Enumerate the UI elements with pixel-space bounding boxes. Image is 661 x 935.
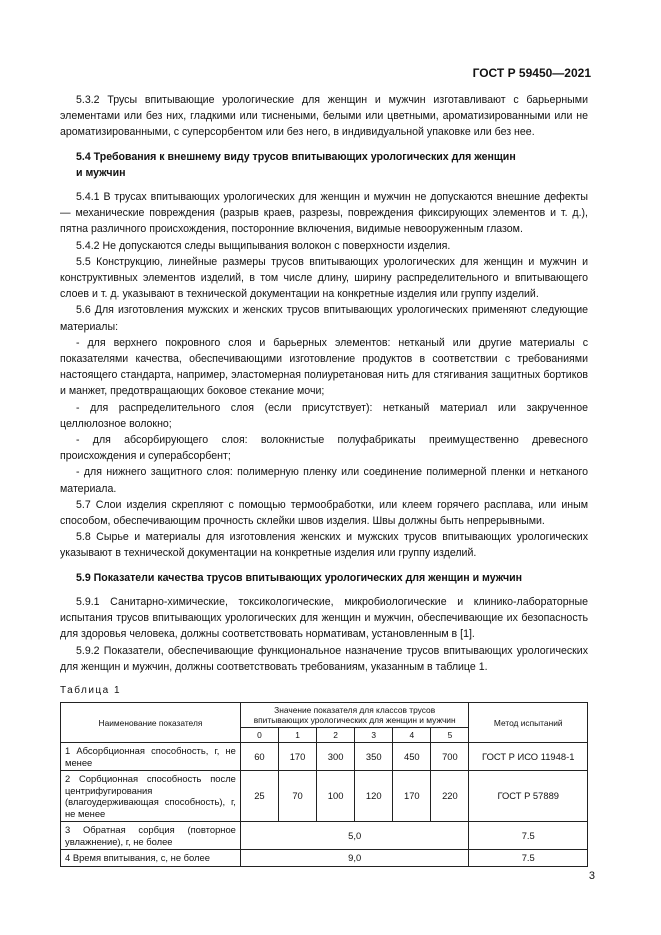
value-cell: 300 bbox=[317, 743, 355, 771]
value-cell: 450 bbox=[393, 743, 431, 771]
paragraph-5-8: 5.8 Сырье и материалы для изготовления женских и мужских трусов впитывающих урологических указывают в технической документации на конкретные изделия или группу изделий. bbox=[60, 531, 588, 560]
list-item-distribution-layer: - для распределительного слоя (если присутствует): нетканый материал или закрученное целлюлозное волокно; bbox=[60, 401, 588, 430]
quality-indicators-table bbox=[60, 702, 588, 867]
list-item-top-layer: - для верхнего покровного слоя и барьерных элементов: нетканый или другие материалы с показателями качества, обеспечивающими изготовление продуктов в соответствии с требованиями настоящего стандарта, например, эластомерная полиуретановая нить для стягивания защитных бортиков и манжет, предотвращающих боковое стекание мочи; bbox=[60, 336, 588, 398]
paragraph-5-5: 5.5 Конструкцию, линейные размеры трусов впитывающих урологических для женщин и мужчин и конструктивных элементов изделий, в том числе длину, ширину распределительного и впитывающего слоев и т. д. указывают в технической документации на конкретные изделия или группу изделий. bbox=[60, 255, 588, 301]
class-header: 3 bbox=[355, 728, 393, 743]
header-values-line1: Значение показателя для классов трусов bbox=[274, 705, 436, 716]
paragraph-5-4-2: 5.4.2 Не допускаются следы выщипывания волокон с поверхности изделия. bbox=[76, 239, 451, 252]
method-cell: 7.5 bbox=[469, 822, 588, 850]
section-5-4-title-line1: 5.4 Требования к внешнему виду трусов впитывающих урологических для женщин bbox=[76, 150, 516, 163]
value-cell: 25 bbox=[240, 771, 278, 822]
merged-value-cell: 5,0 bbox=[240, 822, 469, 850]
document-body bbox=[60, 92, 588, 867]
value-cell: 60 bbox=[240, 743, 278, 771]
method-cell: ГОСТ Р 57889 bbox=[469, 771, 588, 822]
paragraph-5-3-2: 5.3.2 Трусы впитывающие урологические для женщин и мужчин изготавливают с барьерными элементами или без них, гладкими или тиснеными, белыми или цветными, ароматизированными или не ароматизированными, с суперсорбентом или без него, в индивидуальной упаковке или без нее. bbox=[60, 94, 588, 139]
value-cell: 170 bbox=[278, 743, 316, 771]
class-header: 4 bbox=[393, 728, 431, 743]
indicator-name: 2 Сорбционная способность после центрифугирования (влагоудерживающая способность), г, не менее bbox=[61, 771, 241, 822]
method-cell: 7.5 bbox=[469, 850, 588, 867]
paragraph-5-9-1: 5.9.1 Санитарно-химические, токсикологические, микробиологические и клинико-лабораторные испытания трусов впитывающих урологических для женщин и мужчин, обеспечивающие их безопасность для здоровья человека, должны соответствовать нормативам, установленным в [1]. bbox=[60, 595, 588, 641]
indicator-name: 4 Время впитывания, с, не более bbox=[61, 850, 241, 867]
merged-value-cell: 9,0 bbox=[240, 850, 469, 867]
value-cell: 170 bbox=[393, 771, 431, 822]
header-indicator-name: Наименование показателя bbox=[61, 703, 241, 743]
value-cell: 70 bbox=[278, 771, 316, 822]
table-row bbox=[61, 850, 588, 867]
class-header: 5 bbox=[431, 728, 469, 743]
value-cell: 220 bbox=[431, 771, 469, 822]
standard-designation: ГОСТ Р 59450—2021 bbox=[472, 66, 591, 80]
header-values-line2: впитывающих урологических для женщин и мужчин bbox=[253, 715, 456, 726]
class-header: 2 bbox=[317, 728, 355, 743]
header-values bbox=[240, 703, 469, 728]
indicator-name: 1 Абсорбционная способность, г, не менее bbox=[61, 743, 241, 771]
table-row bbox=[61, 822, 588, 850]
class-header: 0 bbox=[240, 728, 278, 743]
page-number: 3 bbox=[588, 870, 595, 882]
section-5-9-title: 5.9 Показатели качества трусов впитывающих урологических для женщин и мужчин bbox=[76, 571, 523, 584]
paragraph-5-6: 5.6 Для изготовления мужских и женских трусов впитывающих урологических применяют следующие материалы: bbox=[60, 304, 588, 333]
method-cell: ГОСТ Р ИСО 11948-1 bbox=[469, 743, 588, 771]
value-cell: 100 bbox=[317, 771, 355, 822]
section-5-4-title-line2: и мужчин bbox=[76, 166, 126, 179]
value-cell: 120 bbox=[355, 771, 393, 822]
list-item-bottom-layer: - для нижнего защитного слоя: полимерную пленку или соединение полимерной пленки и нетканого материала. bbox=[60, 466, 588, 495]
value-cell: 350 bbox=[355, 743, 393, 771]
indicator-name: 3 Обратная сорбция (повторное увлажнение), г, не более bbox=[61, 822, 241, 850]
list-item-absorbing-layer: - для абсорбирующего слоя: волокнистые полуфабрикаты преимущественно древесного происхождения и суперабсорбент; bbox=[60, 434, 588, 463]
value-cell: 700 bbox=[431, 743, 469, 771]
paragraph-5-4-1: 5.4.1 В трусах впитывающих урологических для женщин и мужчин не допускаются внешние дефекты — механические повреждения (разрыв краев, разрезы, повреждения фиксирующих элементов и т. д.), пятна различного происхождения, посторонние включения, видимые невооруженным глазом. bbox=[60, 191, 588, 236]
header-test-method: Метод испытаний bbox=[469, 703, 588, 743]
table-row bbox=[61, 743, 588, 771]
paragraph-5-7: 5.7 Слои изделия скрепляют с помощью термообработки, или клеем горячего расплава, или иным способом, обеспечивающим прочность склейки швов изделия. Швы должны быть непрерывными. bbox=[60, 498, 588, 528]
table-row bbox=[61, 771, 588, 822]
table-caption: Таблица 1 bbox=[60, 684, 122, 696]
paragraph-5-9-2: 5.9.2 Показатели, обеспечивающие функциональное назначение трусов впитывающих урологических для женщин и мужчин, должны соответствовать требованиям, указанным в таблице 1. bbox=[60, 644, 588, 673]
class-header: 1 bbox=[278, 728, 316, 743]
